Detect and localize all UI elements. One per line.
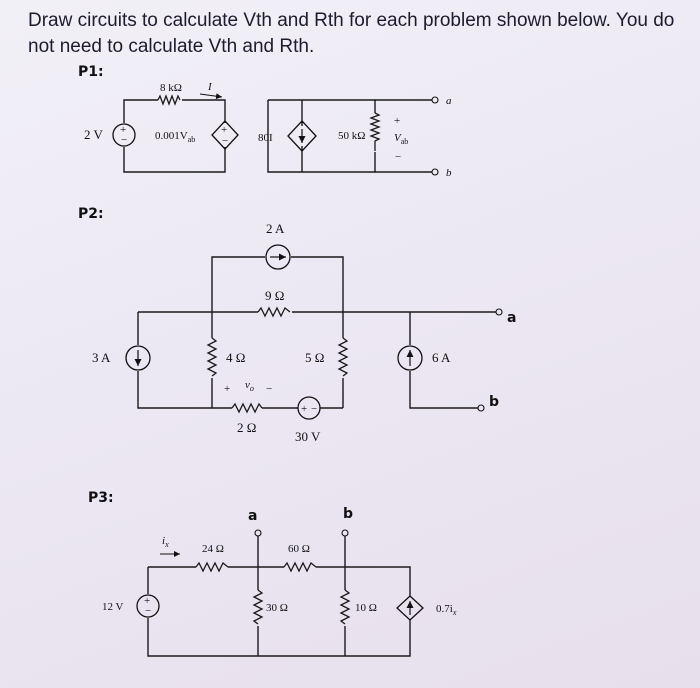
p1-r-series-label: 8 kΩ bbox=[160, 82, 182, 94]
svg-text:b: b bbox=[489, 394, 500, 410]
svg-text:−: − bbox=[121, 134, 128, 146]
svg-text:a: a bbox=[248, 508, 258, 524]
p2-src-top-label: 2 A bbox=[266, 221, 285, 236]
p1-tag: P1: bbox=[78, 64, 104, 80]
p3-tag: P3: bbox=[88, 490, 114, 506]
svg-text:+: + bbox=[144, 595, 151, 607]
resistor-8k bbox=[158, 96, 180, 104]
resistor-60ohm bbox=[284, 563, 316, 571]
p3-ix-label: $i_x$ bbox=[162, 535, 169, 549]
p2-r-mid-label: 5 Ω bbox=[305, 350, 325, 365]
p1-terminal-a bbox=[432, 97, 438, 103]
resistor-10ohm bbox=[341, 590, 349, 624]
resistor-50k bbox=[371, 113, 379, 151]
question-text: Draw circuits to calculate Vth and Rth for each problem shown below. You do not need to calculate Vth and Rth. bbox=[28, 10, 675, 57]
svg-text:+: + bbox=[224, 383, 231, 395]
p3-source-label: 12 V bbox=[102, 601, 124, 613]
current-arrow bbox=[200, 94, 222, 97]
p2-r-top-label: 9 Ω bbox=[265, 288, 285, 303]
p2-r-bottom-label: 2 Ω bbox=[237, 420, 257, 435]
svg-text:−: − bbox=[145, 605, 152, 617]
p2-vo-label: $v_o$ bbox=[245, 379, 254, 393]
resistor-24ohm bbox=[196, 563, 228, 571]
p3-r1-label: 24 Ω bbox=[202, 543, 224, 555]
p1-terminal-b bbox=[432, 169, 438, 175]
svg-text:−: − bbox=[222, 135, 229, 147]
svg-text:b: b bbox=[343, 506, 354, 522]
p3-dep-label: $0.7i_x$ bbox=[436, 603, 457, 617]
svg-text:a: a bbox=[507, 310, 517, 326]
p2-terminal-b bbox=[478, 405, 484, 411]
p2-r-left-label: 4 Ω bbox=[226, 350, 246, 365]
resistor-30ohm bbox=[254, 590, 262, 624]
resistor-5ohm bbox=[339, 338, 347, 376]
circuit-p2 bbox=[78, 206, 516, 444]
svg-text:+: + bbox=[120, 124, 127, 136]
svg-text:−: − bbox=[395, 151, 402, 163]
p2-src-left-label: 3 A bbox=[92, 350, 111, 365]
resistor-9ohm bbox=[258, 308, 290, 316]
circuit-p3 bbox=[88, 490, 457, 656]
p1-vab-label: $V_{ab}$ bbox=[394, 132, 409, 146]
p2-vsrc-label: 30 V bbox=[295, 429, 321, 444]
p2-src-right-label: 6 A bbox=[432, 350, 451, 365]
resistor-4ohm bbox=[208, 338, 216, 376]
p1-current-label: I bbox=[208, 81, 212, 93]
svg-text:−: − bbox=[266, 383, 273, 395]
circuit-p1 bbox=[78, 64, 452, 179]
p1-source-label: 2 V bbox=[84, 127, 103, 142]
p1-r-load-label: 50 kΩ bbox=[338, 130, 366, 142]
svg-text:+: + bbox=[301, 403, 308, 415]
resistor-2ohm bbox=[232, 404, 262, 412]
p1-dep-vsrc-label: $0.001V_{ab}$ bbox=[155, 130, 196, 144]
p3-r2-label: 60 Ω bbox=[288, 543, 310, 555]
svg-text:+: + bbox=[221, 124, 228, 136]
p2-terminal-a bbox=[496, 309, 502, 315]
svg-text:−: − bbox=[311, 403, 318, 415]
svg-text:+: + bbox=[394, 115, 401, 127]
p2-tag: P2: bbox=[78, 206, 104, 222]
p3-r3-label: 30 Ω bbox=[266, 602, 288, 614]
p3-terminal-b bbox=[342, 530, 348, 536]
p1-dep-isrc-label: 80I bbox=[258, 132, 273, 144]
p3-terminal-a bbox=[255, 530, 261, 536]
svg-text:a: a bbox=[446, 95, 452, 107]
p3-r4-label: 10 Ω bbox=[355, 602, 377, 614]
svg-text:b: b bbox=[446, 167, 452, 179]
